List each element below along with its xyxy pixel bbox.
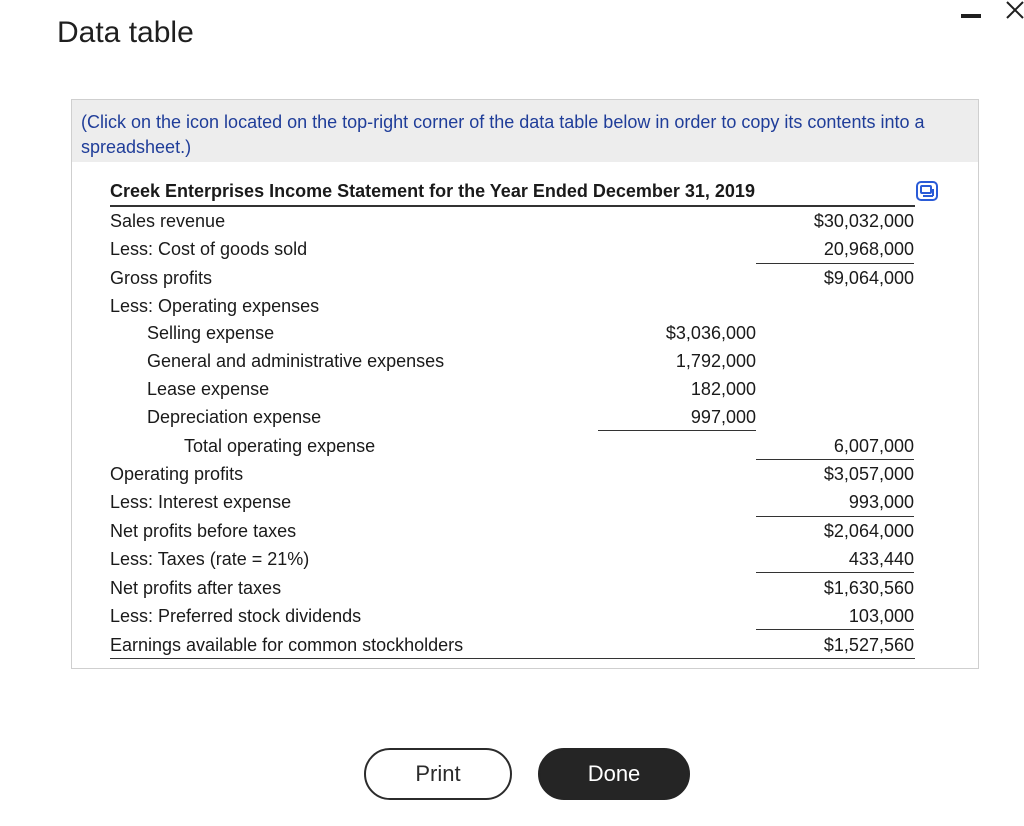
row-label: Selling expense — [147, 323, 275, 343]
close-button[interactable] — [1004, 0, 1024, 24]
subtotal-rule — [756, 629, 914, 630]
table-row — [0, 460, 1024, 488]
table-row — [0, 207, 1024, 235]
row-label: Lease expense — [147, 379, 270, 399]
table-row — [0, 264, 1024, 292]
table-row — [0, 631, 1024, 659]
table-title: Creek Enterprises Income Statement for the Year Ended December 31, 2019 — [110, 181, 755, 201]
row-label: Sales revenue — [110, 211, 226, 231]
table-bottom-rule — [110, 658, 915, 659]
table-row — [0, 574, 1024, 602]
minimize-icon — [961, 14, 981, 18]
table-row — [0, 319, 1024, 347]
row-value: $30,032,000 — [813, 211, 914, 231]
row-label: Less: Interest expense — [110, 492, 292, 512]
done-button[interactable]: Done — [538, 748, 690, 800]
row-label: Total operating expense — [184, 436, 376, 456]
minimize-button[interactable] — [958, 6, 982, 24]
row-value: 993,000 — [848, 492, 914, 512]
subtotal-rule — [756, 572, 914, 573]
table-row — [0, 292, 1024, 320]
row-subvalue: 1,792,000 — [675, 351, 756, 371]
table-row — [0, 347, 1024, 375]
row-label: General and administrative expenses — [147, 351, 445, 371]
print-button[interactable]: Print — [364, 748, 512, 800]
row-value: 103,000 — [848, 606, 914, 626]
table-row — [0, 602, 1024, 630]
row-value: $3,057,000 — [823, 464, 914, 484]
row-subvalue: $3,036,000 — [665, 323, 756, 343]
row-label: Less: Operating expenses — [110, 296, 320, 316]
copy-to-spreadsheet-button[interactable] — [916, 181, 938, 201]
row-value: $2,064,000 — [823, 521, 914, 541]
table-row — [0, 235, 1024, 263]
row-label: Earnings available for common stockholders — [110, 635, 464, 655]
table-row — [0, 432, 1024, 460]
instructions-banner — [72, 100, 978, 162]
row-value: 20,968,000 — [823, 239, 914, 259]
row-label: Operating profits — [110, 464, 244, 484]
row-label: Net profits before taxes — [110, 521, 297, 541]
row-subvalue: 182,000 — [690, 379, 756, 399]
row-label: Less: Preferred stock dividends — [110, 606, 362, 626]
copy-to-spreadsheet-icon — [916, 181, 938, 201]
row-value: 6,007,000 — [833, 436, 914, 456]
table-row — [0, 403, 1024, 431]
row-label: Less: Cost of goods sold — [110, 239, 308, 259]
row-value: 433,440 — [848, 549, 914, 569]
table-row — [0, 545, 1024, 573]
row-label: Depreciation expense — [147, 407, 322, 427]
dialog-title: Data table — [57, 16, 194, 49]
table-row — [0, 488, 1024, 516]
row-label: Net profits after taxes — [110, 578, 282, 598]
row-subvalue: 997,000 — [690, 407, 756, 427]
table-row — [0, 517, 1024, 545]
row-label: Gross profits — [110, 268, 213, 288]
subtotal-rule — [598, 430, 756, 431]
row-value: $9,064,000 — [823, 268, 914, 288]
table-row — [0, 375, 1024, 403]
row-value: $1,630,560 — [823, 578, 914, 598]
instructions-text: (Click on the icon located on the top-right corner of the data table below in order to copy its contents into a spreadsheet.) — [81, 112, 925, 157]
row-label: Less: Taxes (rate = 21%) — [110, 549, 310, 569]
close-icon — [1004, 0, 1024, 24]
row-value: $1,527,560 — [823, 635, 914, 655]
